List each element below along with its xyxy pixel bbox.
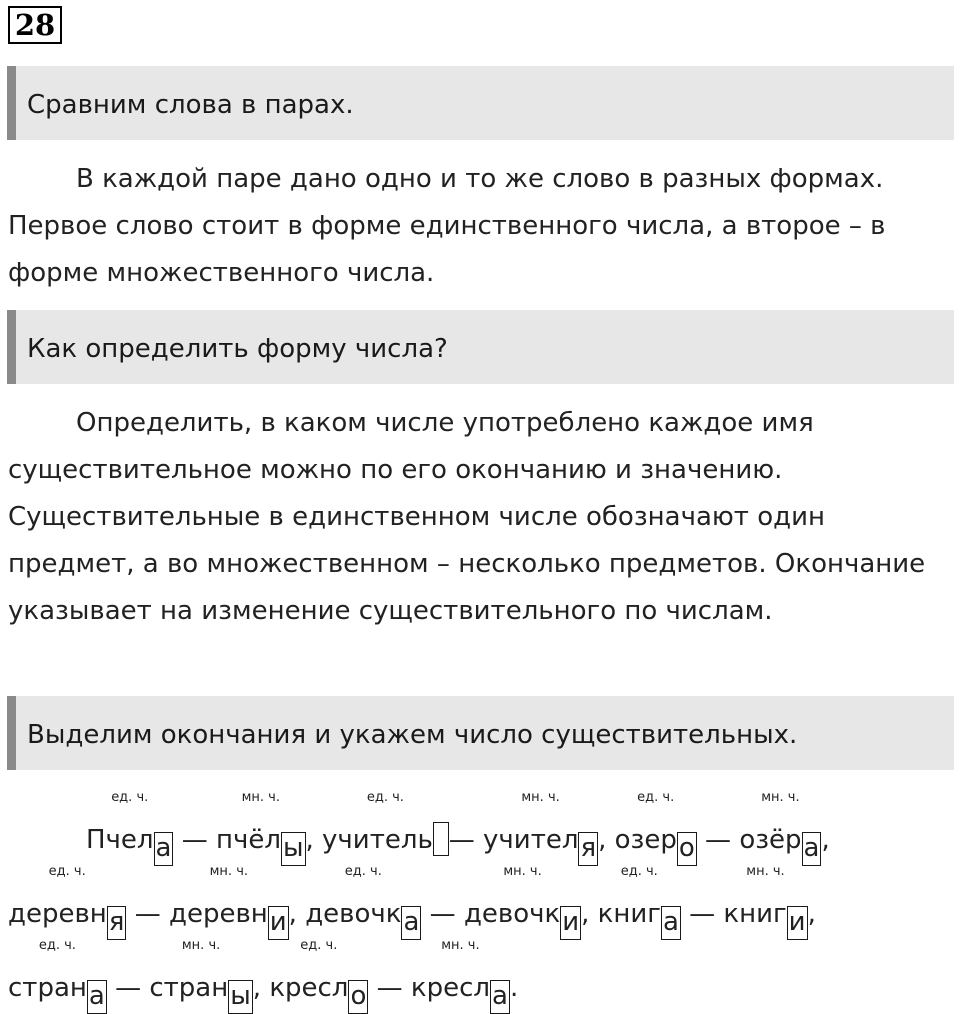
section-heading-how-to-determine: Как определить форму числа? <box>7 310 954 384</box>
word-ending-box: а <box>401 906 421 940</box>
word-pairs-text <box>8 896 816 940</box>
word-separator: — <box>126 899 169 929</box>
word-stem: кресл <box>269 973 349 1003</box>
word-ending-box: и <box>560 906 581 940</box>
word-ending-box: а <box>490 980 510 1014</box>
word-stem: девочк <box>463 899 561 929</box>
word-ending-box: а <box>661 906 681 940</box>
word-pairs-text <box>86 822 830 866</box>
word-stem: книг <box>597 899 661 929</box>
grammatical-number-label: мн. ч. <box>241 790 280 805</box>
word-separator: , <box>807 899 816 929</box>
section-heading-compare: Сравним слова в парах. <box>7 66 954 140</box>
grammatical-number-label: мн. ч. <box>441 938 480 953</box>
word-stem: стран <box>8 973 87 1003</box>
word-separator: — <box>106 973 150 1003</box>
grammatical-number-label: ед. ч. <box>620 864 658 879</box>
noun-word <box>8 899 126 937</box>
word-ending-box: ы <box>281 832 306 866</box>
grammatical-number-label: мн. ч. <box>181 938 221 953</box>
grammatical-number-label: мн. ч. <box>521 790 560 805</box>
word-separator: — <box>173 825 216 855</box>
grammatical-number-label: мн. ч. <box>746 864 785 879</box>
exercise-number: 28 <box>8 6 62 44</box>
word-stem: кресл <box>410 973 491 1003</box>
noun-word <box>723 899 807 937</box>
word-ending-box: а <box>802 832 822 866</box>
grammatical-number-label: ед. ч. <box>300 938 338 953</box>
word-ending-box <box>433 822 449 856</box>
word-ending-box: о <box>348 980 368 1014</box>
word-stem: деревн <box>168 899 268 929</box>
word-stem: деревн <box>8 899 107 929</box>
word-separator: , <box>252 973 270 1003</box>
noun-word <box>305 899 421 937</box>
grammatical-number-label: ед. ч. <box>38 938 76 953</box>
word-stem: озер <box>614 825 677 855</box>
noun-word <box>597 899 681 937</box>
grammatical-number-label: ед. ч. <box>48 864 86 879</box>
word-pairs-line-2 <box>8 864 953 939</box>
word-stem: Пчел <box>86 825 154 855</box>
noun-word <box>614 825 697 863</box>
word-ending-box: ы <box>228 980 253 1014</box>
grammatical-number-label: мн. ч. <box>503 864 542 879</box>
noun-word <box>216 825 306 863</box>
word-stem: девочк <box>305 899 402 929</box>
paragraph-rule: Определить, в каком числе употреблено каждое имя существительное можно по его окончанию и значению. Существительные в единственном числе обозначают один предмет, а во множественном – несколько предметов. Окончание указывает на изменение существительного по числам. <box>8 408 926 626</box>
word-separator: , <box>598 825 615 855</box>
word-ending-box: а <box>154 832 174 866</box>
word-separator: , <box>581 899 598 929</box>
word-ending-box: и <box>268 906 289 940</box>
word-ending-box: я <box>578 832 598 866</box>
noun-word <box>149 973 252 1011</box>
word-ending-box: о <box>677 832 697 866</box>
word-separator: . <box>509 973 519 1003</box>
grammatical-number-label: мн. ч. <box>209 864 249 879</box>
noun-word <box>483 825 598 863</box>
word-separator: , <box>288 899 306 929</box>
noun-word <box>86 825 173 863</box>
word-separator: — <box>680 899 724 929</box>
word-pairs-line-3 <box>8 938 953 1013</box>
noun-word <box>410 973 510 1011</box>
word-pairs-text <box>8 970 518 1014</box>
noun-word <box>322 825 449 855</box>
noun-word <box>8 973 107 1011</box>
word-separator: — <box>448 825 484 855</box>
word-separator: , <box>821 825 830 855</box>
word-stem: стран <box>149 973 229 1003</box>
word-stem: пчёл <box>216 825 281 855</box>
paragraph-explanation: В каждой паре дано одно и то же слово в разных формах. Первое слово стоит в форме единственного числа, а второе – в форме множественного числа. <box>8 164 886 288</box>
noun-word <box>739 825 821 863</box>
noun-word <box>168 899 289 937</box>
noun-word <box>463 899 581 937</box>
grammatical-number-label: ед. ч. <box>344 864 382 879</box>
grammatical-number-label: ед. ч. <box>366 790 404 805</box>
word-separator: — <box>421 899 464 929</box>
grammatical-number-label: ед. ч. <box>111 790 149 805</box>
word-ending-box: я <box>107 906 127 940</box>
word-stem: учитель <box>322 825 433 855</box>
section-heading-mark-endings: Выделим окончания и укажем число существительных. <box>7 696 954 770</box>
grammatical-number-label: ед. ч. <box>637 790 675 805</box>
word-separator: — <box>368 973 411 1003</box>
word-separator: , <box>305 825 323 855</box>
word-stem: книг <box>723 899 787 929</box>
word-stem: озёр <box>739 825 802 855</box>
word-ending-box: а <box>87 980 107 1014</box>
noun-word <box>269 973 368 1011</box>
word-pairs-line-1 <box>8 790 953 865</box>
word-stem: учител <box>483 825 579 855</box>
grammatical-number-label: мн. ч. <box>761 790 800 805</box>
word-ending-box: и <box>787 906 808 940</box>
word-separator: — <box>696 825 740 855</box>
